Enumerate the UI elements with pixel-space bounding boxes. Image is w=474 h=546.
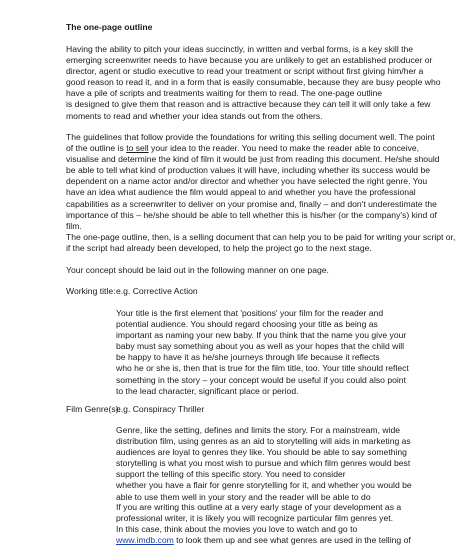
text-line: audiences are loyal to genres they like. You should be able to say something <box>116 447 407 458</box>
text-line: director, agent or studio executive to read your treatment or script without first giving him/her a <box>66 66 424 77</box>
text-line: professional writer, it is likely you will recognize particular film genres yet. <box>116 513 394 524</box>
text-line: important as naming your new baby. If you think that the name you give your <box>116 330 407 341</box>
guidelines-line: The guidelines that follow provide the foundations for writing this selling document well. The point <box>66 132 435 142</box>
imdb-line-post: to look them up and see what genres are used in the telling of <box>173 535 411 546</box>
text-line: moments to read and whether your idea stands out from the others. <box>66 110 323 121</box>
selling-paragraph <box>66 232 456 254</box>
document-title: The one-page outline <box>66 22 153 32</box>
text-line: whether you have a flair for genre storytelling for it, and whether you would be <box>116 480 412 491</box>
text-line: be happy to have it as he/she journeys through life because it reflects <box>116 352 380 363</box>
guidelines-paragraph <box>66 132 440 232</box>
text-line: to the lead character, significant place or period. <box>116 385 299 396</box>
text-line: storytelling is what you most wish to pursue and which film genres would best <box>116 458 411 469</box>
text-line: have a pile of scripts and treatments waiting for them to read. The one-page outline <box>66 88 383 99</box>
text-line: capabilities as a screenwriter to deliver on your promise and, finally – and don't underestimate the <box>66 198 437 209</box>
film-genre-example: e.g. Conspiracy Thriller <box>116 404 205 414</box>
intro-paragraph <box>66 44 441 122</box>
text-line: film. <box>66 220 82 231</box>
imdb-line <box>116 535 426 546</box>
text-line: If you are writing this outline at a very early stage of your development as a <box>116 502 402 512</box>
concept-paragraph <box>66 265 416 276</box>
text-line: something in the story – your concept would be useful if you could also point <box>116 374 406 385</box>
imdb-link[interactable]: www.imdb.com <box>116 535 174 546</box>
text-line: Genre, like the setting, defines and limits the story. For a mainstream, wide <box>116 425 401 435</box>
film-genre-body <box>116 425 426 503</box>
text-line: potential audience. You should regard choosing your title as being as <box>116 319 378 330</box>
to-sell-underlined: to sell <box>126 143 149 154</box>
text-line: The one-page outline, then, is a selling document that can help you to be paid for writing your script or, <box>66 232 456 242</box>
guidelines-line <box>66 143 420 154</box>
film-genre-label: Film Genre(s): <box>66 404 121 414</box>
working-title-body <box>116 308 426 397</box>
text-line: Your title is the first element that 'positions' your film for the reader and <box>116 308 384 318</box>
text-line: visualise and determine the kind of film it would be just from reading this document. He/she should <box>66 154 440 165</box>
text-line: distribution film, using genres as an aid to storytelling will aids in marketing as <box>116 436 411 447</box>
text-line: if the script had already been developed, to help the project go to the next stage. <box>66 243 372 254</box>
text-line: dependent on a name actor and/or director and whether you have selected the right genre. You <box>66 176 428 187</box>
text-line: importance of this – he/she should be able to tell whether this is his/her (or the company's) kind of <box>66 209 437 220</box>
film-genre-writing-paragraph <box>116 502 426 546</box>
guidelines-rest <box>66 154 440 232</box>
concept-line: Your concept should be laid out in the following manner on one page. <box>66 265 329 275</box>
text-line: good reason to read it, and in a form that is easily consumable, because they are busy people who <box>66 77 441 88</box>
working-title-example: e.g. Corrective Action <box>116 286 198 296</box>
working-title-label: Working title: <box>66 286 116 296</box>
guidelines-line-post: your idea to the reader. You need to make the reader able to conceive, <box>148 143 420 154</box>
guidelines-line-pre: of the outline is <box>66 143 127 154</box>
text-line: baby must say something about you as well as your hopes that the child will <box>116 341 405 352</box>
text-line: is designed to give them that reason and is attractive because they can tell it will only take a few <box>66 99 431 110</box>
text-line: have an idea what audience the film would appeal to and whether you have the professional <box>66 187 416 198</box>
text-line: In this case, think about the movies you love to watch and go to <box>116 524 358 535</box>
text-line: support the telling of this specific story. You need to consider <box>116 469 346 480</box>
text-line: be able to tell what kind of production values it will have, including whether its success would be <box>66 165 431 176</box>
text-line: emerging screenwriter needs to have because you are unlikely to get an established producer or <box>66 55 433 66</box>
text-line: able to use them well in your story and the reader will be able to do <box>116 491 371 502</box>
film-genre-writing-lines <box>116 502 426 546</box>
text-line: Having the ability to pitch your ideas succinctly, in written and verbal forms, is a key skill the <box>66 44 414 54</box>
text-line: who he or she is, then that is true for the film title, too. Your title should reflect <box>116 363 409 374</box>
